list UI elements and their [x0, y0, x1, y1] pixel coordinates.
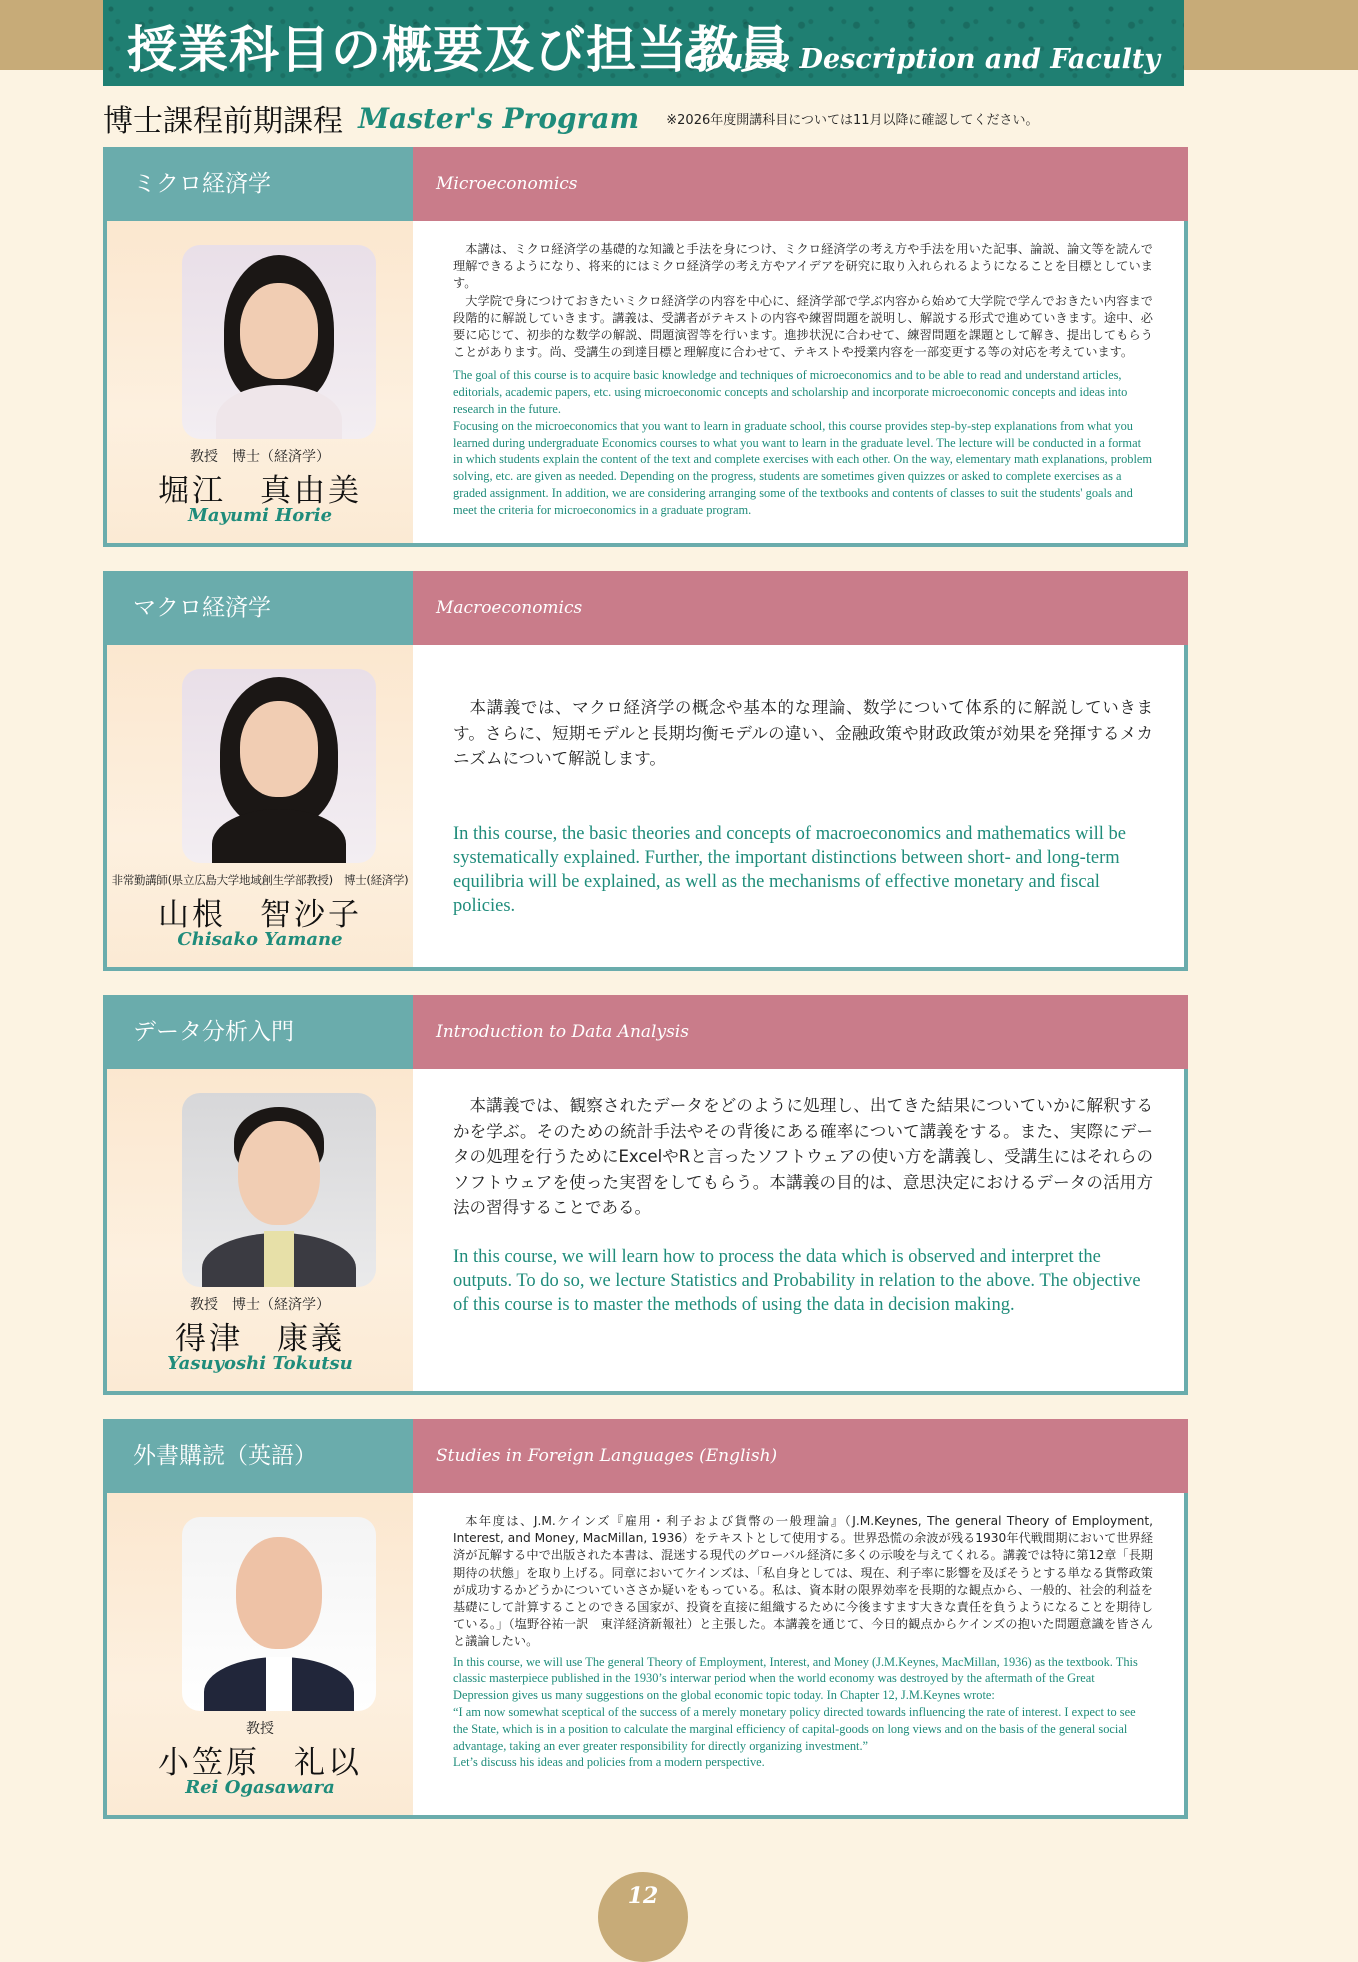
page-number: 12	[598, 1872, 688, 1962]
course-title-jp: ミクロ経済学	[103, 147, 413, 221]
page-title-jp: 授業科目の概要及び担当教員	[127, 21, 790, 79]
course-body	[103, 1493, 1188, 1819]
faculty-name-en: Yasuyoshi Tokutsu	[167, 1353, 353, 1374]
male-faculty-portrait-icon	[182, 1517, 376, 1711]
course-title-jp: マクロ経済学	[103, 571, 413, 645]
course-description	[453, 1513, 1153, 1771]
female-faculty-portrait-icon	[182, 669, 376, 863]
description-en-paragraph: In this course, we will learn how to process the data which is observed and interpret the outputs. To do so, we lecture Statistics and Probability in relation to the above. The objective of this course is to master the methods of using the data in decision making.	[453, 1246, 1141, 1315]
program-note: ※2026年度開講科目については11月以降に確認してください。	[666, 112, 1039, 128]
faculty-panel	[107, 1069, 413, 1391]
description-en-paragraph: Let’s discuss his ideas and policies from a modern perspective.	[453, 1755, 765, 1770]
faculty-name-en: Chisako Yamane	[177, 929, 343, 950]
course-card-macroeconomics	[103, 571, 1188, 971]
course-title-en: Introduction to Data Analysis	[413, 995, 1188, 1069]
course-card-data-analysis	[103, 995, 1188, 1395]
description-jp-paragraph: 本年度は、J.M.ケインズ『雇用・利子および貨幣の一般理論』（J.M.Keynes, The general Theory of Employment, Interest, and Money, MacMillan, 1936）をテキストとして使用する。世界恐慌の余波が残る1930年代戦間期において世界経済が瓦解する中で出版された本書は、混迷する現代のグローバル経済に多くの示唆を与えてくれる。講義では特に第12章「長期期待の状態」を取り上げる。同章においてケインズは、「私自身としては、現在、利子率に影響を及ぼそうとする単なる貨幣政策が成功するかどうかについていささか疑いをもっている。私は、資本財の限界効率を長期的な観点から、一般的、社会的利益を基礎にして計算することのできる国家が、投資を直接に組織するために今後ますます大きな責任を負うようになることを期待している。」（塩野谷祐一訳 東洋経済新報社）と主張した。本講義を通じて、今日的観点からケインズの抱いた問題意識を皆さんと議論したい。	[453, 1514, 1153, 1649]
faculty-rank: 教授	[246, 1721, 274, 1737]
program-title-en: Master's Program	[358, 101, 640, 135]
program-title-jp: 博士課程前期課程	[103, 104, 343, 139]
course-card-microeconomics	[103, 147, 1188, 547]
course-description	[453, 241, 1153, 519]
faculty-panel	[107, 1493, 413, 1815]
course-description	[453, 1093, 1153, 1317]
course-title-en: Microeconomics	[413, 147, 1188, 221]
program-heading	[103, 96, 1203, 140]
faculty-rank: 教授 博士（経済学）	[190, 449, 330, 465]
course-body	[103, 221, 1188, 547]
faculty-name-jp: 堀江 真由美	[158, 473, 362, 509]
page-title-en: Course Description and Faculty	[684, 44, 1160, 75]
description-jp-paragraph: 本講は、ミクロ経済学の基礎的な知識と手法を身につけ、ミクロ経済学の考え方や手法を用いた記事、論説、論文等を読んで理解できるようになり、将来的にはミクロ経済学の考え方やアイデアを研究に取り入れられるようになることを目標としています。	[453, 242, 1153, 291]
faculty-rank: 教授 博士（経済学）	[190, 1297, 330, 1313]
course-title-jp: 外書購読（英語）	[103, 1419, 413, 1493]
faculty-name-jp: 山根 智沙子	[158, 897, 362, 933]
course-header	[103, 1419, 1188, 1493]
faculty-panel	[107, 221, 413, 543]
course-header	[103, 147, 1188, 221]
course-header	[103, 571, 1188, 645]
faculty-name-en: Rei Ogasawara	[185, 1777, 335, 1798]
course-description	[453, 695, 1153, 918]
course-title-en: Macroeconomics	[413, 571, 1188, 645]
title-banner	[103, 0, 1184, 86]
course-body	[103, 645, 1188, 971]
description-en-paragraph: In this course, we will use The general Theory of Employment, Interest, and Money (J.M.Keynes, MacMillan, 1936) as the textbook. This classic masterpiece published in the 1930’s interwar period when the world economy was destroyed by the aftermath of the Great Depression gives us many suggestions on the global economic topic today. In Chapter 12, J.M.Keynes wrote:	[453, 1654, 1138, 1703]
description-en-quote: “I am now somewhat sceptical of the success of a merely monetary policy directed towards influencing the rate of interest. I expect to see the State, which is in a position to calculate the marginal efficiency of capital-goods on long views and on the basis of the general social advantage, taking an ever greater responsibility for directly organizing investment.”	[453, 1705, 1136, 1753]
description-en-paragraph: The goal of this course is to acquire basic knowledge and techniques of microeconomics and to be able to read and understand articles, editorials, academic papers, etc. using microeconomic concepts and scholarship and incorporate microeconomic concepts and ideas into research in the future.	[453, 368, 1128, 417]
faculty-name-jp: 得津 康義	[175, 1321, 345, 1357]
description-jp-paragraph: 本講義では、観察されたデータをどのように処理し、出てきた結果についていかに解釈するかを学ぶ。そのための統計手法やその背後にある確率について講義をする。また、実際にデータの処理を行うためにExcelやRと言ったソフトウェアの使い方を講義し、受講生にはそれらのソフトウェアを使った実習をしてもらう。本講義の目的は、意思決定におけるデータの活用方法の習得することである。	[453, 1096, 1153, 1217]
description-en-paragraph: Focusing on the microeconomics that you want to learn in graduate school, this course provides step-by-step explanations from what you learned during undergraduate Economics courses to what you want to learn in the graduate level. The lecture will be conducted in a format in which students explain the content of the text and complete exercises with each other. On the way, elementary math explanations, problem solving, etc. are given as needed. Depending on the progress, students are sometimes given quizzes or asked to complete exercises as a graded assignment. In addition, we are considering arranging some of the textbooks and contents of classes to suit the students' goals and meet the criteria for microeconomics in a graduate program.	[453, 418, 1153, 517]
course-card-foreign-languages	[103, 1419, 1188, 1819]
course-title-jp: データ分析入門	[103, 995, 413, 1069]
faculty-panel	[107, 645, 413, 967]
course-body	[103, 1069, 1188, 1395]
faculty-name-en: Mayumi Horie	[187, 505, 333, 526]
description-jp-paragraph: 大学院で身につけておきたいミクロ経済学の内容を中心に、経済学部で学ぶ内容から始めて大学院で学んでおきたい内容まで段階的に解説していきます。講義は、受講者がテキストの内容や練習問題を説明し、解説する形式で進めていきます。途中、必要に応じて、初歩的な数学の解説、問題演習等を行います。進捗状況に合わせて、練習問題を課題として解き、提出してもらうことがあります。尚、受講生の到達目標と理解度に合わせて、テキストや授業内容を一部変更する等の対応を考えています。	[453, 293, 1153, 360]
description-jp-paragraph: 本講義では、マクロ経済学の概念や基本的な理論、数学について体系的に解説していきます。さらに、短期モデルと長期均衡モデルの違い、金融政策や財政政策が効果を発揮するメカニズムについて解説します。	[453, 698, 1153, 768]
course-header	[103, 995, 1188, 1069]
description-en-paragraph: In this course, the basic theories and concepts of macroeconomics and mathematics will be systematically explained. Further, the important distinctions between short- and long-term equilibria will be explained, as well as the mechanisms of effective monetary and fiscal policies.	[453, 823, 1126, 916]
faculty-rank: 非常勤講師(県立広島大学地域創生学部教授) 博士(経済学)	[111, 873, 409, 887]
course-title-en: Studies in Foreign Languages (English)	[413, 1419, 1188, 1493]
faculty-name-jp: 小笠原 礼以	[158, 1745, 362, 1781]
female-faculty-portrait-icon	[182, 245, 376, 439]
male-faculty-portrait-icon	[182, 1093, 376, 1287]
